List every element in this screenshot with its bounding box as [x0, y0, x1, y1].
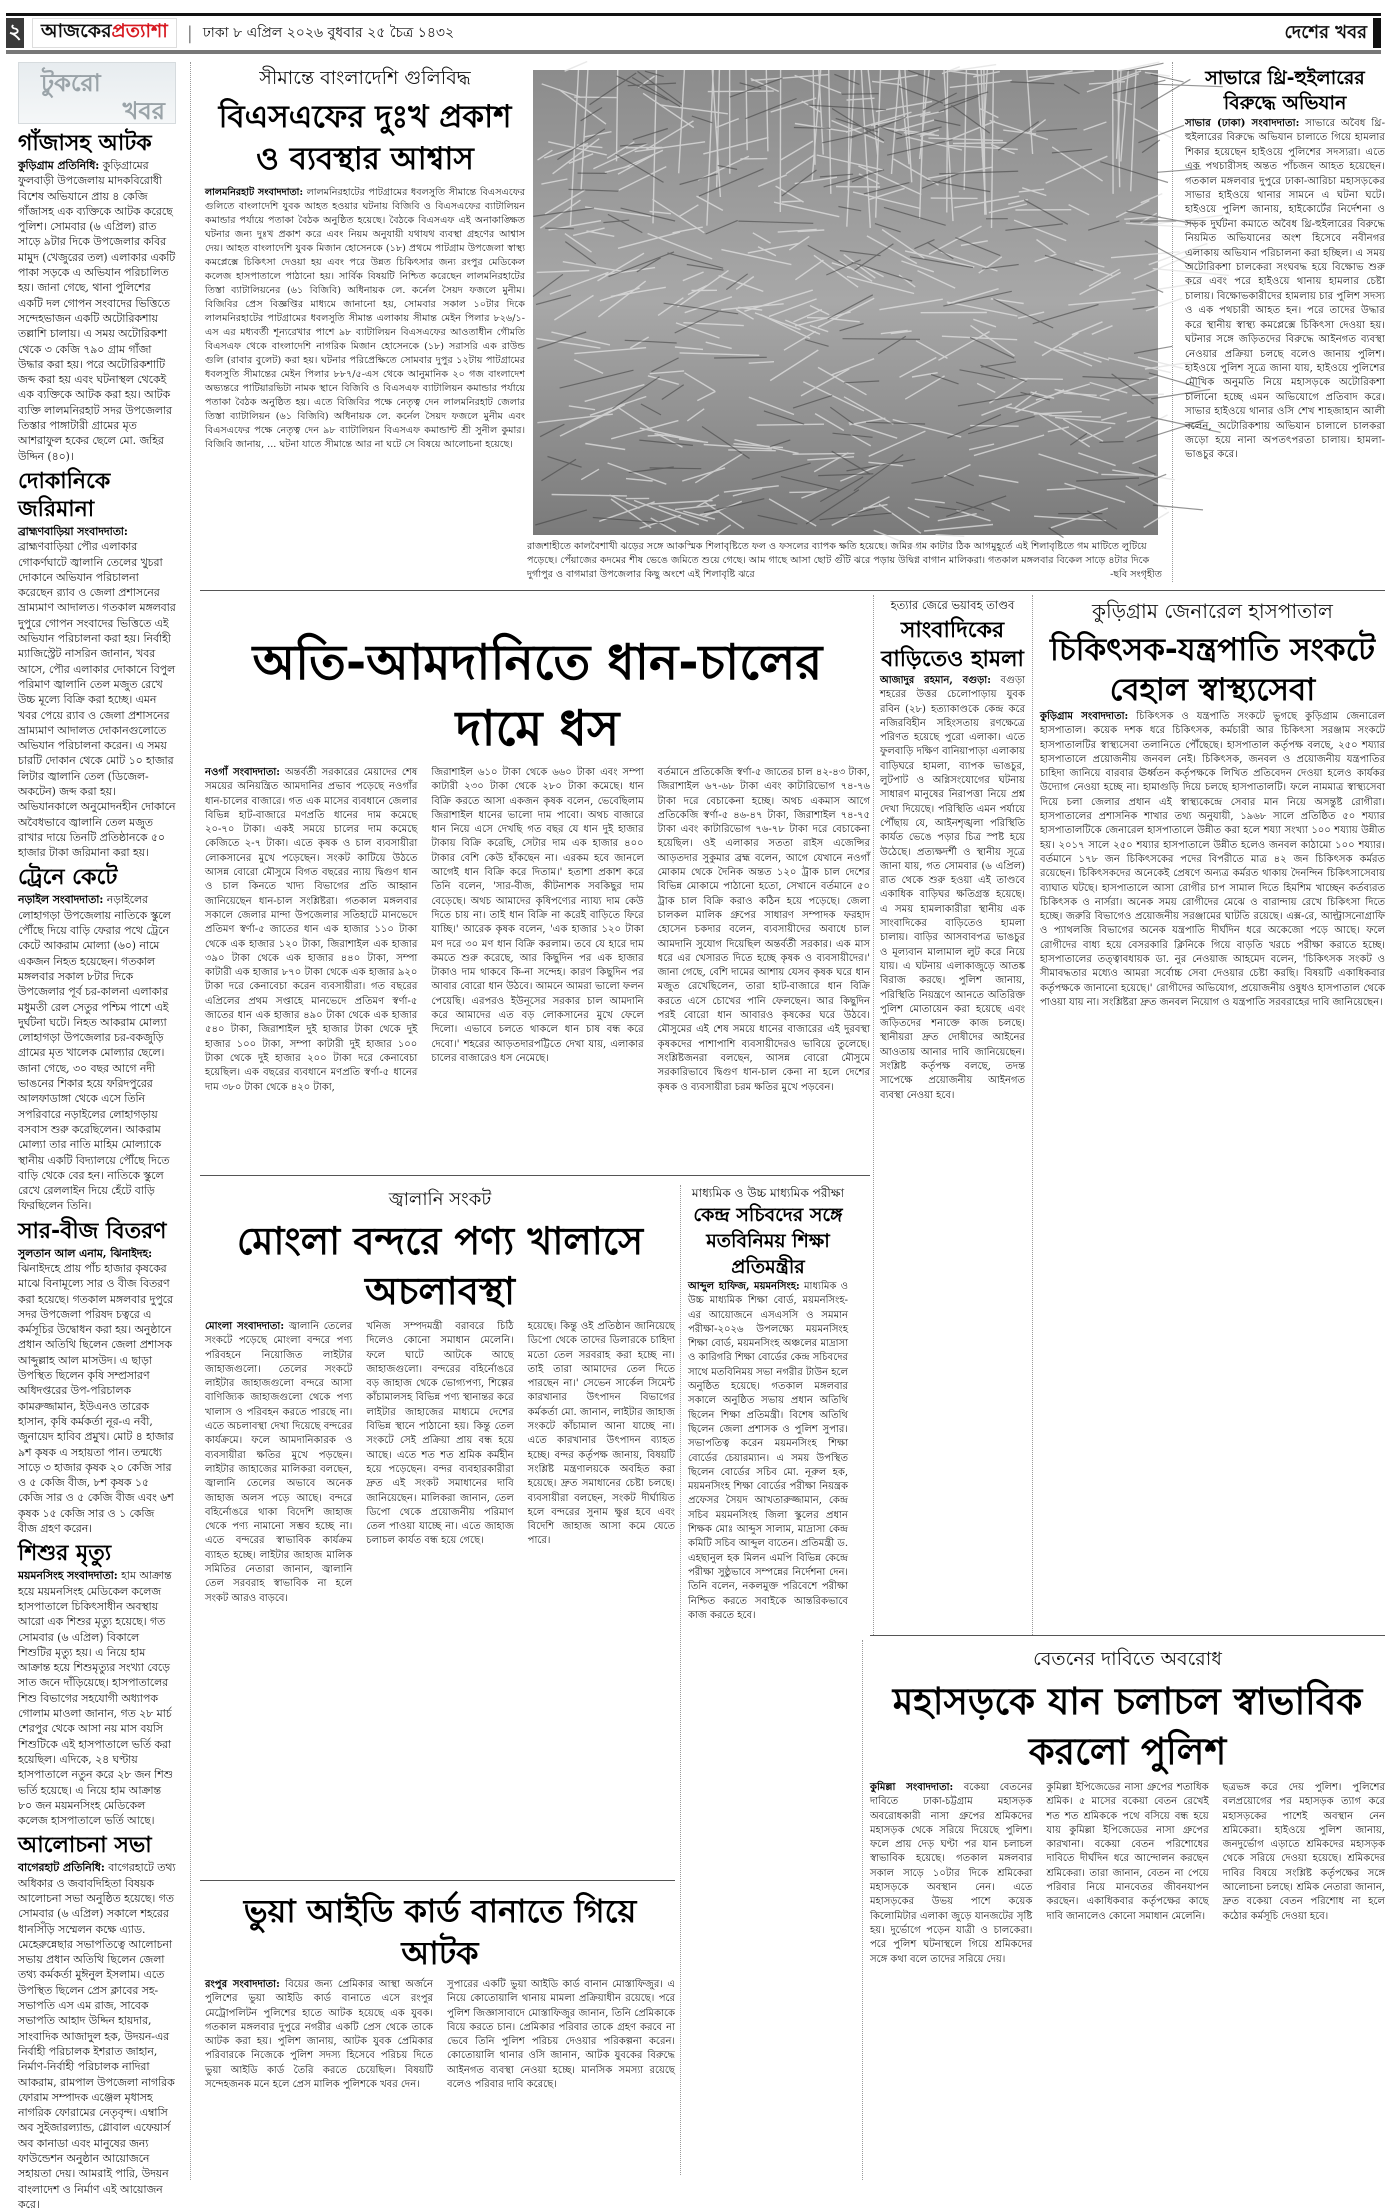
article-rice-prices[interactable]: [205, 630, 870, 1095]
article-column: ছত্রভঙ্গ করে দেয় পুলিশ। পুলিশের বলপ্রয়োগের পর মহাসড়ক ত্যাগ করে মহাসড়কের পাশেই অবস্থান নেন শ্রমিকেরা। হাইওয়ে পুলিশ জানায়, জনদুর্ভোগ এড়াতে শ্রমিকদের মহাসড়ক থেকে সরিয়ে দেওয়া হয়েছে। শ্রমিকদের দাবির বিষয়ে সংশ্লিষ্ট কর্তৃপক্ষের সঙ্গে আলোচনা চলছে। শ্রমিক নেতারা জানান, দ্রুত বকেয়া বেতন পরিশোধ না হলে কঠোর কর্মসূচি দেওয়া হবে।: [1223, 1781, 1385, 1967]
article-bogura[interactable]: [880, 597, 1025, 1103]
article-text: মাধ্যমিক ও উচ্চ মাধ্যমিক শিক্ষা বোর্ড, ময়মনসিংহ-এর আয়োজনে এসএসসি ও সমমান পরীক্ষা-২০২৬ উপলক্ষ্যে ময়মনসিংহ শিক্ষা বোর্ড, ময়মনসিংহ অঞ্চলের মাদ্রাসা ও কারিগরি শিক্ষা বোর্ডের কেন্দ্র সচিবদের সাথে মতবিনিময় সভা নগরীর টাউন হলে অনুষ্ঠিত হয়েছে। গতকাল মঙ্গলবার সকালে অনুষ্ঠিত সভায় প্রধান অতিথি ছিলেন শিক্ষা প্রতিমন্ত্রী। বিশেষ অতিথি ছিলেন জেলা প্রশাসক ও পুলিশ সুপার। সভাপতিত্ব করেন ময়মনসিংহ শিক্ষা বোর্ডের চেয়ারম্যান। এ সময় উপস্থিত ছিলেন বোর্ডের সচিব মো. নূরুল হক, ময়মনসিংহ শিক্ষা বোর্ডের পরীক্ষা নিয়ন্ত্রক প্রফেসর সৈয়দ আখতারুজ্জামান, কেন্দ্র সচিব ময়মনসিংহ জিলা স্কুলের প্রধান শিক্ষক মোঃ আব্দুস সালাম, মাদ্রাসা কেন্দ্র কমিটি সচিব আব্দুল বাতেন। প্রতিমন্ত্রী ড. এহছানুল হক মিলন এমপি বিভিন্ন কেন্দ্রে পরীক্ষা সুষ্ঠুভাবে সম্পন্নের নির্দেশনা দেন। তিনি বলেন, নকলমুক্ত পরিবেশে পরীক্ষা নিশ্চিত করতে সবাইকে আন্তরিকভাবে কাজ করতে হবে।: [688, 1281, 848, 1621]
brief-body: [18, 892, 176, 1213]
article-byline: আজাদুর রহমান, বগুড়া:: [880, 675, 991, 686]
article-headline: সাভারে থ্রি-হুইলারের বিরুদ্ধে অভিযান: [1185, 66, 1385, 116]
brief-article[interactable]: [18, 130, 176, 464]
article-bsf[interactable]: [205, 62, 525, 452]
brief-body: [18, 524, 176, 861]
separator: |: [187, 23, 193, 44]
article-headline: বিএসএফের দুঃখ প্রকাশ ও ব্যবস্থার আশ্বাস: [205, 96, 525, 180]
article-headline: সাংবাদিকের বাড়িতেও হামলা: [880, 616, 1025, 674]
briefs-banner: [18, 62, 176, 124]
page-number: ২: [6, 18, 24, 48]
brief-text: ঝিনাইদহে প্রায় পাঁচ হাজার কৃষকের মাঝে বিনামূল্যে সার ও বীজ বিতরণ করা হয়েছে। গতকাল মঙ্গলবার দুপুরে সদর উপজেলা পরিষদ চত্বরে এ কর্মসূচির উদ্বোধন করা হয়। অনুষ্ঠানে প্রধান অতিথি ছিলেন জেলা প্রশাসক আব্দুল্লাহ আল মাসউদ। এ ছাড়া উপস্থিত ছিলেন কৃষি সম্প্রসারণ অধিদপ্তরের উপ-পরিচালক কামরুজ্জামান, ইউএনও তারেক হাসান, কৃষি কর্মকর্তা নূর-এ নবী, জুনায়েদ হাবিব প্রমুখ। মোট ৪ হাজার ৯শ কৃষক এ সহায়তা পান। তন্মধ্যে সাড়ে ৩ হাজার কৃষক ২০ কেজি সার ও ৫ কেজি বীজ, ৮শ কৃষক ১৫ কেজি সার ও ৫ কেজি বীজ এবং ৬শ কৃষক ১৫ কেজি সার ও ১ কেজি বীজ গ্রহণ করেন।: [18, 1262, 174, 1535]
hailstorm-wheat-photo[interactable]: [533, 70, 1158, 535]
brief-byline: ময়মনসিংহ সংবাদদাতা:: [18, 1569, 118, 1582]
column-divider: [1172, 62, 1173, 582]
article-savar[interactable]: [1185, 66, 1385, 463]
brief-headline: দোকানিকে জরিমানা: [18, 468, 176, 524]
article-text: বকেয়া বেতনের দাবিতে ঢাকা-চট্টগ্রাম মহাসড়ক অবরোধকারী নাসা গ্রুপের শ্রমিকদের মহাসড়ক থেকে সরিয়ে দিয়েছে পুলিশ। ফলে প্রায় দেড় ঘণ্টা পর যান চলাচল স্বাভাবিক হয়েছে। গতকাল মঙ্গলবার সকাল সাড়ে ১০টার দিকে শ্রমিকেরা মহাসড়কে অবস্থান নেন। এতে মহাসড়কের উভয় পাশে কয়েক কিলোমিটার এলাকা জুড়ে যানজটের সৃষ্টি হয়। দুর্ভোগে পড়েন যাত্রী ও চালকেরা। পরে পুলিশ ঘটনাস্থলে গিয়ে শ্রমিকদের সঙ্গে কথা বলে তাদের সরিয়ে দেয়।: [870, 1782, 1032, 1965]
newspaper-logo[interactable]: [32, 18, 177, 48]
brief-byline: ব্রাহ্মণবাড়িয়া সংবাদদাতা:: [18, 525, 128, 538]
article-kicker: জ্বালানি সংকট: [205, 1185, 675, 1216]
top-rule: [6, 13, 1381, 16]
article-headline: অতি-আমদানিতে ধান-চালের দামে ধস: [205, 630, 870, 762]
article-byline: মোংলা সংবাদদাতা:: [205, 1321, 284, 1332]
article-mongla-port[interactable]: [205, 1185, 675, 1606]
column-divider: [680, 1185, 681, 2175]
article-column: খনিজ সম্পদমন্ত্রী বরাবরে চিঠি দিলেও কোনো সমাধান মেলেনি। ফলে ঘাটে আটকে আছে জাহাজগুলো। বন্দরের বহির্নোঙরে বড় জাহাজ থেকে ভোগ্যপণ্য, শিল্পের কাঁচামালসহ বিভিন্ন পণ্য স্থানান্তর করে লাইটার জাহাজের মাধ্যমে দেশের বিভিন্ন স্থানে পাঠানো হয়। কিন্তু তেল সংকটে সেই প্রক্রিয়া প্রায় বন্ধ হয়ে আছে। এতে শত শত শ্রমিক কর্মহীন হয়ে পড়েছেন। বন্দর ব্যবহারকারীরা দ্রুত এই সংকট সমাধানের দাবি জানিয়েছেন। মালিকরা জানান, তেল ডিপো থেকে প্রয়োজনীয় পরিমাণ তেল পাওয়া যাচ্ছে না। এতে জাহাজ চলাচল কার্যত বন্ধ হয়ে গেছে।: [366, 1320, 513, 1606]
article-headline: কেন্দ্র সচিবদের সঙ্গে মতবিনিময় শিক্ষা প্রতিমন্ত্রীর: [688, 1202, 848, 1280]
article-byline: রংপুর সংবাদদাতা:: [205, 1979, 280, 1990]
photo-image: [533, 70, 1158, 535]
article-column: কুমিল্লা ইপিজেডের নাসা গ্রুপের শতাধিক শ্রমিক। ৫ মাসের বকেয়া বেতন রেখেই শত শত শ্রমিককে পথে বসিয়ে বন্ধ হয়ে যায় কুমিল্লা ইপিজেডের নাসা গ্রুপের কারখানা। বকেয়া বেতন পরিশোধের দাবিতে দীর্ঘদিন ধরে আন্দোলন করছেন শ্রমিকেরা। তারা জানান, বেতন না পেয়ে পরিবার নিয়ে মানবেতর জীবনযাপন করছেন। একাধিকবার কর্তৃপক্ষের কাছে দাবি জানালেও কোনো সমাধান মেলেনি।: [1046, 1781, 1208, 1967]
article-text: চিকিৎসক ও যন্ত্রপাতি সংকটে ভুগছে কুড়িগ্রাম জেনারেল হাসপাতাল। কয়েক দশক ধরে চিকিৎসক, কর্মচারী আর চিকিৎসা সরঞ্জাম সংকটে হাসপাতালটির স্বাস্থ্যসেবা তলানিতে পৌঁছেছে। হাসপাতাল কর্তৃপক্ষ বলছে, ২৫০ শয্যার হাসপাতালে প্রয়োজনীয় জনবল নেই। চিকিৎসক, জনবল ও প্রয়োজনীয় যন্ত্রপাতির চাহিদা জানিয়ে বারবার ঊর্ধ্বতন কর্তৃপক্ষকে লিখিত প্রতিবেদন দেওয়া হলেও কার্যকর উদ্যোগ নেওয়া হচ্ছে না। হামাগুড়ি দিয়ে চলছে হাসপাতালটি। ফলে নামমাত্র স্বাস্থ্যসেবা দিয়ে চলা জেলার প্রধান এই স্বাস্থ্যকেন্দ্রে সেবার মান নিয়ে অসন্তুষ্ট রোগীরা। হাসপাতালের প্রশাসনিক শাখার তথ্য অনুযায়ী, ১৯৬৮ সালে প্রতিষ্ঠিত ৫০ শয্যার হাসপাতালটিকে জেনারেল হাসপাতালে উন্নীত করা হলে শয্যা সংখ্যা ১০০ শয্যায় উন্নীত হয়। ২০১৭ সালে ২৫০ শয্যার হাসপাতালে উন্নীত হলেও জনবল কাঠামো ১০০ শয্যার। বর্তমানে ১৭৮ জন চিকিৎসকের পদের বিপরীতে মাত্র ৪২ জন চিকিৎসক কর্মরত রয়েছেন। চিকিৎসকদের অনেকেই প্রেষণে অন্যত্র কর্মরত থাকায় দৈনন্দিন চিকিৎসাসেবায় ব্যাঘাত ঘটছে। হাসপাতালে আসা রোগীর চাপ সামাল দিতে হিমশিম খাচ্ছেন কর্তব্যরত চিকিৎসক ও নার্সরা। অনেক সময় রোগীদের মেঝে ও বারান্দায় রেখে চিকিৎসা দিতে হচ্ছে। জরুরি বিভাগেও প্রয়োজনীয় সরঞ্জামের ঘাটতি রয়েছে। এক্স-রে, আল্ট্রাসনোগ্রাফি ও প্যাথলজি বিভাগের অনেক যন্ত্রপাতি দীর্ঘদিন ধরে অকেজো পড়ে আছে। ফলে রোগীদের বাধ্য হয়ে বেসরকারি ক্লিনিকে গিয়ে বাড়তি খরচে পরীক্ষা করাতে হচ্ছে। হাসপাতালের তত্ত্বাবধায়ক ডা. নুর নেওয়াজ আহমেদ বলেন, 'চিকিৎসক সংকট ও সীমাবদ্ধতার মধ্যেও আমরা সর্বোচ্চ সেবা দেওয়ার চেষ্টা করছি। বিষয়টি একাধিকবার কর্তৃপক্ষকে জানানো হয়েছে।' রোগীদের অভিযোগ, প্রয়োজনীয় ওষুধও হাসপাতাল থেকে পাওয়া যায় না। সংশ্লিষ্টরা দ্রুত জনবল নিয়োগ ও যন্ত্রপাতি সরবরাহের দাবি জানিয়েছেন।: [1040, 711, 1385, 1008]
article-column: [205, 1320, 352, 1606]
logo-text-part1: আজকের: [41, 17, 112, 49]
article-text: বগুড়া শহরের উত্তর চেলোপাড়ায় যুবক রবিন (২৮) হত্যাকাণ্ডকে কেন্দ্র করে নজিরবিহীন সহিংসতায় রণক্ষেত্রে পরিণত হয়েছে পুরো এলাকা। এতে ফুলবাড়ি দক্ষিণ বানিয়াপাড়া এলাকায় বাড়িঘরে হামলা, ব্যাপক ভাঙচুর, লুটপাট ও অগ্নিসংযোগের ঘটনায় সাধারণ মানুষের নিরাপত্তা নিয়ে প্রশ্ন দেখা দিয়েছে। পরিস্থিতি এমন পর্যায়ে পৌঁছায় যে, আইনশৃঙ্খলা পরিস্থিতি কার্যত ভেঙে পড়ার চিত্র স্পষ্ট হয়ে উঠেছে। প্রত্যক্ষদর্শী ও স্থানীয় সূত্রে জানা যায়, গত সোমবার (৬ এপ্রিল) রাত থেকে শুরু হওয়া এই তাণ্ডবে একাধিক বাড়িঘর ক্ষতিগ্রস্ত হয়েছে। এ সময় হামলাকারীরা স্থানীয় এক সাংবাদিকের বাড়িতেও হামলা চালায়। বাড়ির আসবাবপত্র ভাঙচুর ও মূল্যবান মালামাল লুট করে নিয়ে যায়। এ ঘটনায় এলাকাজুড়ে আতঙ্ক বিরাজ করছে। পুলিশ জানায়, পরিস্থিতি নিয়ন্ত্রণে আনতে অতিরিক্ত পুলিশ মোতায়েন করা হয়েছে এবং জড়িতদের শনাক্তে কাজ চলছে। স্থানীয়রা দ্রুত দোষীদের আইনের আওতায় আনার দাবি জানিয়েছেন। সংশ্লিষ্ট কর্তৃপক্ষ বলছে, তদন্ত সাপেক্ষে প্রয়োজনীয় আইনগত ব্যবস্থা নেওয়া হবে।: [880, 675, 1025, 1101]
article-headline: মোংলা বন্দরে পণ্য খালাসে অচলাবস্থা: [205, 1216, 675, 1316]
brief-text: কুড়িগ্রামের ফুলবাড়ী উপজেলায় মাদকবিরোধী বিশেষ অভিযানে প্রায় ৪ কেজি গাঁজাসহ এক ব্যক্তিকে আটক করেছে পুলিশ। সোমবার (৬ এপ্রিল) রাত সাড়ে ৯টার দিকে উপজেলার কবির মামুদ (খেজুরের তল) এলাকার একটি পাকা সড়কে এ অভিযান পরিচালিত হয়। জানা গেছে, থানা পুলিশের একটি দল গোপন সংবাদের ভিত্তিতে সন্দেহভাজন একটি অটোরিকশায় তল্লাশি চালায়। এ সময় অটোরিকশা থেকে ৩ কেজি ৭৯০ গ্রাম গাঁজা উদ্ধার করা হয়। পরে অটোরিকশাটি জব্দ করা হয় এবং ঘটনাস্থল থেকেই এক ব্যক্তিকে আটক করা হয়। আটক ব্যক্তি লালমনিরহাট সদর উপজেলার তিস্তার পাঙ্গাটারী গ্রামের মৃত আশরাফুল হকের ছেলে মো. জহির উদ্দিন (৪০)।: [18, 159, 175, 463]
article-columns: [870, 1781, 1385, 1967]
brief-article[interactable]: [18, 1832, 176, 2212]
briefs-banner-line2: খবর: [123, 93, 165, 133]
section-divider: [870, 1635, 1385, 1636]
article-column: হয়েছে। কিন্তু ওই প্রতিষ্ঠান জানিয়েছে ডিপো থেকে তাদের ডিলারকে চাহিদা মতো তেল সরবরাহ করা হচ্ছে না। তাই তারা আমাদের তেল দিতে পারছেন না।' সেভেন সার্কেল সিমেন্ট কারখানার উৎপাদন বিভাগের কর্মকর্তা মো. জানান, লাইটার জাহাজ সংকটে কাঁচামাল আনা যাচ্ছে না। এতে কারখানার উৎপাদন ব্যাহত হচ্ছে। বন্দর কর্তৃপক্ষ জানায়, বিষয়টি সংশ্লিষ্ট মন্ত্রণালয়কে অবহিত করা হয়েছে। দ্রুত সমাধানের চেষ্টা চলছে। ব্যবসায়ীরা বলছেন, সংকট দীর্ঘায়িত হলে বন্দরের সুনাম ক্ষুণ্ণ হবে এবং বিদেশি জাহাজ আসা কমে যেতে পারে।: [528, 1320, 675, 1606]
column-divider: [1032, 595, 1033, 1635]
brief-headline: গাঁজাসহ আটক: [18, 130, 176, 158]
article-body: [205, 186, 525, 452]
brief-headline: সার-বীজ বিতরণ: [18, 1218, 176, 1246]
masthead: [6, 18, 1381, 48]
article-text: বিয়ের জন্য প্রেমিকার আস্থা অর্জনে পুলিশের ভুয়া আইডি কার্ড বানাতে এসে রংপুর মেট্রোপলিটন পুলিশের হাতে আটক হয়েছে এক যুবক। গতকাল মঙ্গলবার দুপুরে নগরীর একটি প্রেস থেকে তাকে আটক করা হয়। পুলিশ জানায়, আটক যুবক প্রেমিকার পরিবারকে নিজেকে পুলিশ সদস্য হিসেবে পরিচয় দিতে ভুয়া আইডি কার্ড তৈরি করতে চেয়েছিল। বিষয়টি সন্দেহজনক মনে হলে প্রেস মালিক পুলিশকে খবর দেন।: [205, 1979, 433, 2090]
article-text: লালমনিরহাটের পাটগ্রামের ধবলসুতি সীমান্তে বিএসএফের গুলিতে বাংলাদেশি যুবক আহত হওয়ার ঘটনায় বিজিবি ও বিএসএফের ব্যাটালিয়ন কমান্ডার পর্যায়ে পতাকা বৈঠক অনুষ্ঠিত হয়েছে। বৈঠকে বিএসএফ এই অনাকাঙ্ক্ষিত ঘটনার জন্য দুঃখ প্রকাশ করে এবং নিয়ম অনুযায়ী যথাযথ ব্যবস্থা গ্রহণের আশ্বাস দেয়। আহত বাংলাদেশি যুবক মিজান হোসেনকে (১৮) প্রথমে পাটগ্রাম উপজেলা স্বাস্থ্য কমপ্লেক্সে চিকিৎসা দেওয়া হয় এবং পরে উন্নত চিকিৎসার জন্য রংপুর মেডিকেল কলেজ হাসপাতালে পাঠানো হয়। সার্বিক বিষয়টি নিশ্চিত করেছেন লালমনিরহাটের তিস্তা ব্যাটালিয়নের (৬১ বিজিবি) অধিনায়ক লে. কর্নেল সৈয়দ ফজলে মুনীম। বিজিবির প্রেস বিজ্ঞপ্তির মাধ্যমে জানানো হয়, সোমবার সকাল ১০টার দিকে লালমনিরহাটের পাটগ্রামের ধবলসুতি সীমান্ত এলাকায় সীমান্ত মেইন পিলার ৮২৬/১-এস এর মধ্যবর্তী শূন্যরেখার পাশে ৯৮ ব্যাটালিয়ন বিএসএফের আওতাধীন গৌমতি বিএসএফ থেকে বাংলাদেশি নাগরিক মিজান হোসেনকে (১৮) সরাসরি এক রাউন্ড গুলি (রাবার বুলেট) করা হয়। ঘটনার পরিপ্রেক্ষিতে সোমবার দুপুর ১২টায় পাটগ্রামের ধবলসুতি সীমান্তের মেইন পিলার ৮৮৭/৫-এস থেকে আনুমানিক ২০ গজ বাংলাদেশ অভ্যন্তরে পাটিয়ারভিটা নামক স্থানে বিজিবি ও বিএসএফ ব্যাটালিয়ন কমান্ডার পর্যায়ে পতাকা বৈঠক অনুষ্ঠিত হয়। এতে বিজিবির পক্ষে নেতৃত্ব দেন লালমনিরহাট জেলার তিস্তা ব্যাটালিয়ন (৬১ বিজিবি) অধিনায়ক লে. কর্নেল সৈয়দ ফজলে মুনীম এবং বিএসএফের পক্ষে নেতৃত্ব দেন ৯৮ ব্যাটালিয়ন বিএসএফ কমান্ডান্ট শ্রী সুনীল কুমার। বিজিবি জানায়, ... ঘটনা যাতে সীমান্তে আর না ঘটে সে বিষয়ে আলোচনা হয়েছে।: [205, 187, 525, 450]
section-title: দেশের খবর: [1284, 18, 1367, 49]
article-column: বর্তমানে প্রতিকেজি স্বর্ণা-৫ জাতের চাল ৪২-৪৩ টাকা, জিরাশাইল ৬৭-৬৮ টাকা এবং কাটারিভোগ ৭৪-৭৬ টাকা দরে বেচাকেনা হচ্ছে। অথচ একমাস আগে প্রতিকেজি স্বর্ণা-৫ ৪৬-৪৭ টাকা, জিরাশাইল ৭৪-৭৫ টাকা এবং কাটারিভোগ ৭৬-৭৮ টাকা দরে বেচাকেনা হয়েছিল। ওই এলাকার সততা রাইস এজেন্সির আড়তদার সুকুমার ব্রহ্ম বলেন, আগে যেখানে নওগাঁ মোকাম থেকে দৈনিক অন্তত ১২০ ট্রাক চাল দেশের বিভিন্ন মোকামে পাঠানো হতো, সেখানে বর্তমানে ৫০ ট্রাক চাল বিক্রি করাও কঠিন হয়ে পড়েছে। জেলা চালকল মালিক গ্রুপের সাধারণ সম্পাদক ফরহাদ হোসেন চকদার বলেন, ব্যবসায়ীদের অবাধে চাল আমদানি সুযোগ দিয়েছিল অন্তর্বর্তী সরকার। এক মাস ধরে এর খেসারত দিতে হচ্ছে কৃষক ও ব্যবসায়ীদের।' জানা গেছে, বেশি দামের আশায় যেসব কৃষক ঘরে ধান মজুত রেখেছিলেন, তারা হাট-বাজারে ধান বিক্রি করতে এসে চোখের পানি ফেলছেন। আর কিছুদিন পরই বোরো ধান আবারও কৃষকের ঘরে উঠবে। মৌসুমের এই শেষ সময়ে ধানের বাজারের এই দুরবস্থা কৃষকদের পাশাপাশি ব্যবসায়ীদেরও ভাবিয়ে তুলেছে। সংশ্লিষ্টজনরা বলছেন, আসন্ন বোরো মৌসুমে সরকারিভাবে দ্বিগুণ ধান-চাল কেনা না হলে দেশের কৃষক ও ব্যবসায়ীরা চরম ক্ষতির মুখে পড়বেন।: [658, 766, 870, 1095]
brief-article[interactable]: [18, 1218, 176, 1537]
briefs-banner-line1: টুকরো: [41, 65, 101, 105]
article-body: [1185, 116, 1385, 463]
article-kicker: মাধ্যমিক ও উচ্চ মাধ্যমিক পরীক্ষা: [688, 1185, 848, 1202]
logo-text-part2: প্রত্যাশা: [112, 17, 168, 49]
article-text: জ্বালানি তেলের সংকটে পড়েছে মোংলা বন্দরে পণ্য পরিবহনে নিয়োজিত লাইটার জাহাজগুলো। তেলের সংকটে লাইটার জাহাজগুলো বন্দরে আসা বাণিজ্যিক জাহাজগুলো থেকে পণ্য খালাস ও পরিবহন করতে পারছে না। এতে অচলাবস্থা দেখা দিয়েছে বন্দরের কার্যক্রমে। ফলে আমদানিকারক ও ব্যবসায়ীরা ক্ষতির মুখে পড়ছেন। লাইটার জাহাজের মালিকরা বলছেন, জ্বালানি তেলের অভাবে অনেক জাহাজ অলস পড়ে আছে। বন্দরে বহির্নোঙরে থাকা বিদেশি জাহাজ থেকে পণ্য নামানো সম্ভব হচ্ছে না। এতে বন্দরের স্বাভাবিক কার্যক্রম ব্যাহত হচ্ছে। লাইটার জাহাজ মালিক সমিতির নেতারা জানান, জ্বালানি তেল সরবরাহ স্বাভাবিক না হলে সংকট আরও বাড়বে।: [205, 1321, 352, 1604]
article-byline: নওগাঁ সংবাদদাতা:: [205, 767, 280, 778]
brief-byline: বাগেরহাট প্রতিনিধি:: [18, 1861, 105, 1874]
brief-text: বাগেরহাটে তথ্য অধিকার ও জবাবদিহিতা বিষয়ক আলোচনা সভা অনুষ্ঠিত হয়েছে। গত সোমবার (৬ এপ্রিল) সকালে শহরের ধানসিঁড়ি সম্মেলন কক্ষে এ্যাড. মেহেরুন্নেছার সভাপতিত্বে আলোচনা সভায় প্রধান অতিথি ছিলেন জেলা তথ্য কর্মকর্তা মুঈনুল ইসলাম। এতে উপস্থিত ছিলেন প্রেস ক্লাবের সহ-সভাপতি এস এম রাজ, সাবেক সভাপতি আহাদ উদ্দিন হায়দার, সাংবাদিক আজাদুল হক, উদয়ন-এর নির্বাহী পরিচালক ইশরাত জাহান, নির্মাণ-নির্বাহী পরিচালক নাদিরা আকরাম, রামপাল উপজেলা নাগরিক ফোরাম সম্পাদক এঞ্জেল মৃধাসহ নাগরিক ফোরামের নেতৃবৃন্দ। এম্বাসি অব সুইজারল্যান্ড, গ্লোবাল এফেয়ার্স অব কানাডা এবং মানুষের জন্য ফাউন্ডেশন অনুষ্ঠান আয়োজনে সহায়তা দেয়। আমরাই পারি, উদয়ন বাংলাদেশ ও নির্মাণ এই আয়োজন করে।: [18, 1861, 175, 2211]
brief-headline: শিশুর মৃত্যু: [18, 1540, 176, 1568]
article-kicker: বেতনের দাবিতে অবরোধ: [870, 1645, 1385, 1677]
article-column: [205, 766, 417, 1095]
article-headline: চিকিৎসক-যন্ত্রপাতি সংকটে বেহাল স্বাস্থ্যসেবা: [1040, 630, 1385, 710]
brief-body: [18, 1246, 176, 1537]
brief-byline: সুলতান আল এনাম, ঝিনাইদহ:: [18, 1247, 152, 1260]
article-byline: সাভার (ঢাকা) সংবাদদাতা:: [1185, 117, 1299, 129]
brief-article[interactable]: [18, 864, 176, 1213]
article-body: [1040, 710, 1385, 1010]
brief-article[interactable]: [18, 1540, 176, 1828]
article-headline: মহাসড়কে যান চলাচল স্বাভাবিক করলো পুলিশ: [870, 1677, 1385, 1777]
article-education[interactable]: [688, 1185, 848, 1623]
brief-text: ব্রাহ্মণবাড়িয়া পৌর এলাকার গোকর্ণঘাটে জ্বালানি তেলের খুচরা দোকানে অভিযান পরিচালনা করেছেন র‍্যাব ও জেলা প্রশাসনের ভ্রাম্যমাণ আদালত। গতকাল মঙ্গলবার দুপুরে গোপন সংবাদের ভিত্তিতে এই অভিযান পরিচালনা করা হয়। নির্বাহী ম্যাজিস্ট্রেট নাসরিন জানান, খবর আসে, পৌর এলাকার দোকানে বিপুল পরিমাণ জ্বালানি তেল মজুত রেখে উচ্চ মূল্যে বিক্রি করা হচ্ছে। এমন খবর পেয়ে র‍্যাব ও জেলা প্রশাসনের ভ্রাম্যমাণ আদালত দোকানগুলোতে অভিযান পরিচালনা করেন। এ সময় চারটি দোকান থেকে মোট ১০ হাজার লিটার জ্বালানি তেল (ডিজেল-অকটেন) জব্দ করা হয়। অভিযানকালে অনুমোদনহীন দোকানে অবৈধভাবে জ্বালানি তেল মজুত রাখার দায়ে তিনটি প্রতিষ্ঠানকে ৫০ হাজার টাকা জরিমানা করা হয়।: [18, 540, 176, 859]
article-headline: ভুয়া আইডি কার্ড বানাতে গিয়ে আটক: [205, 1890, 675, 1974]
article-column: [870, 1781, 1032, 1967]
article-byline: কুড়িগ্রাম সংবাদদাতা:: [1040, 711, 1128, 722]
caption-text: রাজশাহীতে কালবৈশাখী ঝড়ের সঙ্গে আকস্মিক শিলাবৃষ্টিতে ফল ও ফসলের ব্যাপক ক্ষতি হয়েছে। জমির গম কাটার ঠিক আগমুহূর্তে এই শিলাবৃষ্টিতে গম মাটিতে লুটিয়ে পড়েছে। পেঁয়াজের কদমের শীষ ভেঙে জমিতে শুয়ে গেছে। আম গাছে আসা ছোট গুঁটি ঝরে পড়ায় উদ্বিগ্ন বাগান মালিকরা। গতকাল মঙ্গলবার বিকেল সাড়ে ৪টার দিকে দুর্গাপুর ও বাগমারা উপজেলার কিছু অংশে এই শিলাবৃষ্টি ঝরে: [527, 541, 1149, 580]
article-byline: কুমিল্লা সংবাদদাতা:: [870, 1782, 953, 1793]
article-kurigram-hospital[interactable]: [1040, 597, 1385, 1010]
brief-text: নড়াইলের লোহাগড়া উপজেলায় নাতিকে স্কুলে পৌঁছে দিয়ে বাড়ি ফেরার পথে ট্রেনে কেটে আকরাম মোল্যা (৬০) নামে একজন নিহত হয়েছেন। গতকাল মঙ্গলবার সকাল ৮টার দিকে উপজেলার পূর্ব চর-কালনা এলাকার মধুমতী রেল সেতুর পশ্চিম পাশে এই দুর্ঘটনা ঘটে। নিহত আকরাম মোল্যা লোহাগড়া উপজেলার চর-বকজুড়ি গ্রামের মৃত খালেক মোল্যার ছেলে। জানা গেছে, ৩০ বছর আগে নদী ভাঙনের শিকার হয়ে ফরিদপুরের আলফাডাঙ্গা থেকে এসে তিনি সপরিবারে নড়াইলের লোহাগড়ায় বসবাস শুরু করেছিলেন। আকরাম মোল্যা তার নাতি মাহিম মোল্যাকে স্থানীয় একটি বিদ্যালয়ে পৌঁছে দিতে বাড়ি থেকে বের হন। নাতিকে স্কুলে রেখে রেললাইন দিয়ে হেঁটে বাড়ি ফিরছিলেন তিনি।: [18, 893, 171, 1212]
article-kicker: সীমান্তে বাংলাদেশি গুলিবিদ্ধ: [205, 64, 525, 96]
article-kicker: হত্যার জেরে ভয়াবহ তাণ্ডব: [880, 597, 1025, 616]
brief-headline: ট্রেনে কেটে: [18, 864, 176, 892]
article-columns: [205, 1978, 675, 2092]
brief-body: [18, 158, 176, 464]
article-columns: [205, 766, 870, 1095]
article-fake-id[interactable]: [205, 1890, 675, 2092]
article-column: জিরাশাইল ৬১০ টাকা থেকে ৬৬০ টাকা এবং সম্পা কাটারী ২৩০ টাকা থেকে ২৮০ টাকা কমেছে। ধান বিক্রি করতে আসা একজন কৃষক বলেন, ভেবেছিলাম জিরাশাইল ধানের ভালো দাম পাবো। অথচ বাজারে ধান নিয়ে এসে দেখছি গত বছর যে ধান দুই হাজার টাকায় বিক্রি করেছি, সেটার দাম এক হাজার ৪০০ টাকার বেশি কেউ হাঁকছেন না। এরকম হবে জানলে আগেই ধান বিক্রি করে দিতাম।' হতাশা প্রকাশ করে তিনি বলেন, 'সার-বীজ, কীটনাশক সবকিছুর দাম বেড়েছে। অথচ আমাদের কৃষিপণ্যের ন্যায্য দাম কেউ দিতে চায় না। তাই ধান বিক্রি না করেই বাড়িতে ফিরে যাচ্ছি।' আরেক কৃষক বলেন, 'এক হাজার ১২০ টাকা মণ দরে ৩০ মণ ধান বিক্রি করলাম। তবে যে হারে দাম কমতে শুরু করেছে, আর কিছুদিন পর এক হাজার টাকাও দাম থাকবে কি-না সন্দেহ। কারণ কিছুদিন পর আবার বোরো ধান উঠবে। আমনে আমরা ভালো ফলন পেয়েছি। এরপরও ইউনূসের সরকার চাল আমদানি করে আমাদের এত বড় লোকসানের মুখে ফেলে দিলো। এভাবে চলতে থাকলে ধান চাষ বন্ধ করে দেবো।' শহরের আড়তদারপট্টিতে দেখা যায়, এলাকার চালের বাজারেও ধস নেমেছে।: [431, 766, 643, 1095]
photo-caption: [527, 540, 1162, 582]
article-body: [880, 674, 1025, 1103]
brief-headline: আলোচনা সভা: [18, 1832, 176, 1860]
article-highway-blockade[interactable]: [870, 1645, 1385, 1967]
briefs-column: [18, 62, 176, 2212]
section-divider: [200, 1175, 870, 1176]
brief-article[interactable]: [18, 468, 176, 861]
column-divider: [190, 62, 191, 2180]
brief-body: [18, 1568, 176, 1828]
article-byline: আব্দুল হাফিজ, ময়মনসিংহ:: [688, 1281, 800, 1292]
article-column: সুপারের একটি ভুয়া আইডি কার্ড বানান মোস্তাফিজুর। এ নিয়ে কোতোয়ালি থানায় মামলা প্রক্রিয়াধীন রয়েছে। পরে পুলিশ জিজ্ঞাসাবাদে মোস্তাফিজুর জানান, তিনি প্রেমিকাকে বিয়ে করতে চান। প্রেমিকার পরিবার তাকে গ্রহণ করবে না ভেবে তিনি পুলিশ পরিচয় দেওয়ার পরিকল্পনা করেন। কোতোয়ালি থানার ওসি জানান, আটক যুবকের বিরুদ্ধে আইনগত ব্যবস্থা নেওয়া হচ্ছে। মানসিক সমস্যা রয়েছে বলেও পরিবার দাবি করেছে।: [447, 1978, 675, 2092]
article-kicker: কুড়িগ্রাম জেনারেল হাসপাতাল: [1040, 597, 1385, 630]
section-tab-marker: [1373, 18, 1381, 48]
article-text: সাভারে অবৈধ থ্রি-হুইলারের বিরুদ্ধে অভিযান চালাতে গিয়ে হামলার শিকার হয়েছেন হাইওয়ে পুলিশের সদস্যরা। এতে এক পথচারীসহ অন্তত পাঁচজন আহত হয়েছেন। গতকাল মঙ্গলবার দুপুরে ঢাকা-আরিচা মহাসড়কের সাভার হাইওয়ে থানার সামনে এ ঘটনা ঘটে। হাইওয়ে পুলিশ জানায়, হাইকোর্টের নির্দেশনা ও সড়ক দুর্ঘটনা কমাতে অবৈধ থ্রি-হুইলারের বিরুদ্ধে নিয়মিত অভিযানের অংশ হিসেবে নবীনগর এলাকায় অভিযান পরিচালনা করা হচ্ছিল। এ সময় অটোরিকশা চালকেরা সংঘবদ্ধ হয়ে বিক্ষোভ শুরু করে এবং পরে হাইওয়ে থানায় হামলার চেষ্টা চালায়। বিক্ষোভকারীদের হামলায় চার পুলিশ সদস্য ও এক পথচারী আহত হন। পরে তাদের উদ্ধার করে স্থানীয় স্বাস্থ্য কমপ্লেক্সে চিকিৎসা দেওয়া হয়। ঘটনার সঙ্গে জড়িতদের বিরুদ্ধে আইনগত ব্যবস্থা নেওয়ার প্রক্রিয়া চলছে বলেও জানায় পুলিশ। হাইওয়ে পুলিশ সূত্রে জানা যায়, হাইওয়ে পুলিশের মৌখিক অনুমতি নিয়ে মহাসড়কে অটোরিকশা চালানো হচ্ছে এমন অভিযোগে প্রতিবাদ করে। সাভার হাইওয়ে থানার ওসি শেখ শাহজাহান আলী বলেন, অটোরিকশায় অভিযান চালালে চালকরা জড়ো হয়ে নানা অপতৎপরতা চালায়। হামলা-ভাঙচুর করে।: [1185, 118, 1385, 460]
article-columns: [205, 1320, 675, 1606]
brief-byline: নড়াইল সংবাদদাতা:: [18, 893, 103, 906]
masthead-bottom-rule: [6, 50, 1381, 54]
column-divider: [873, 595, 874, 1635]
brief-body: [18, 1860, 176, 2212]
article-byline: লালমনিরহাট সংবাদদাতা:: [205, 187, 303, 198]
article-column: [205, 1978, 433, 2092]
brief-byline: কুড়িগ্রাম প্রতিনিধি:: [18, 159, 99, 172]
dateline: ঢাকা ৮ এপ্রিল ২০২৬ বুধবার ২৫ চৈত্র ১৪৩২: [203, 21, 454, 45]
section-divider: [200, 1880, 675, 1881]
brief-text: হাম আক্রান্ত হয়ে ময়মনসিংহ মেডিকেল কলেজ হাসপাতালে চিকিৎসাধীন অবস্থায় আরো এক শিশুর মৃত্যু হয়েছে। গত সোমবার (৬ এপ্রিল) বিকালে শিশুটির মৃত্যু হয়। এ নিয়ে হাম আক্রান্ত হয়ে শিশুমৃত্যুর সংখ্যা বেড়ে সাত জনে দাঁড়িয়েছে। হাসপাতালের শিশু বিভাগের সহযোগী অধ্যাপক গোলাম মাওলা জানান, গত ২৮ মার্চ শেরপুর থেকে আসা নয় মাস বয়সি শিশুটিকে এই হাসপাতালে ভর্তি করা হয়েছিল। এদিকে, ২৪ ঘণ্টায় হাসপাতালে নতুন করে ২৮ জন শিশু ভর্তি হয়েছে। এ নিয়ে হাম আক্রান্ত ৮০ জন ময়মনসিংহ মেডিকেল কলেজ হাসপাতালে ভর্তি আছে।: [18, 1569, 173, 1827]
column-divider: [862, 1640, 863, 2180]
article-body: [688, 1280, 848, 1623]
photo-credit: -ছবি সংগৃহীত: [1110, 568, 1162, 582]
article-text: অন্তর্বর্তী সরকারের মেয়াদের শেষ সময়ের অনিয়ন্ত্রিত আমদানির প্রভাব পড়েছে নওগাঁর ধান-চালের বাজারে। গত এক মাসের ব্যবধানে জেলার বিভিন্ন হাট-বাজারে মণপ্রতি ধানের দাম কমেছে ২০-৭০ টাকা। একই সময়ে চালের দাম কমেছে কেজিতে ২-৭ টাকা। এতে কৃষক ও চাল ব্যবসায়ীরা লোকসানের মুখে পড়েছেন। সংকট কাটিয়ে উঠতে আসন্ন বোরো মৌসুমে বিগত বছরের ন্যায় দ্বিগুণ ধান ও চাল কিনতে খাদ্য বিভাগের প্রতি আহ্বান জানিয়েছেন ধান-চাল সংশ্লিষ্টরা। গতকাল মঙ্গলবার সকালে জেলার মান্দা উপজেলার সতিহাটে মানভেদে প্রতিমণ স্বর্ণা-৫ জাতের ধান এক হাজার ১১০ টাকা থেকে এক হাজার ১২০ টাকা, জিরাশাইল এক হাজার ৩৯০ টাকা থেকে এক হাজার ৪৪০ টাকা, সম্পা কাটারী এক হাজার ৮৭০ টাকা থেকে এক হাজার ৯২০ টাকা দরে কেনাবেচা করেন ব্যবসায়ীরা। গত বছরের এপ্রিলের প্রথম সপ্তাহে মানভেদে প্রতিমণ স্বর্ণা-৫ জাতের ধান এক হাজার ৪৯০ টাকা থেকে এক হাজার ৫৪০ টাকা, জিরাশাইল দুই হাজার টাকা থেকে দুই হাজার ১০০ টাকা, সম্পা কাটারী দুই হাজার ১০০ টাকা থেকে দুই হাজার ২০০ টাকা দরে কেনাবেচা হয়েছিল। এক বছরের ব্যবধানে মণপ্রতি স্বর্ণা-৫ ধানের দাম ৩৮০ টাকা থেকে ৪২০ টাকা,: [205, 767, 417, 1093]
section-divider: [200, 590, 1385, 591]
